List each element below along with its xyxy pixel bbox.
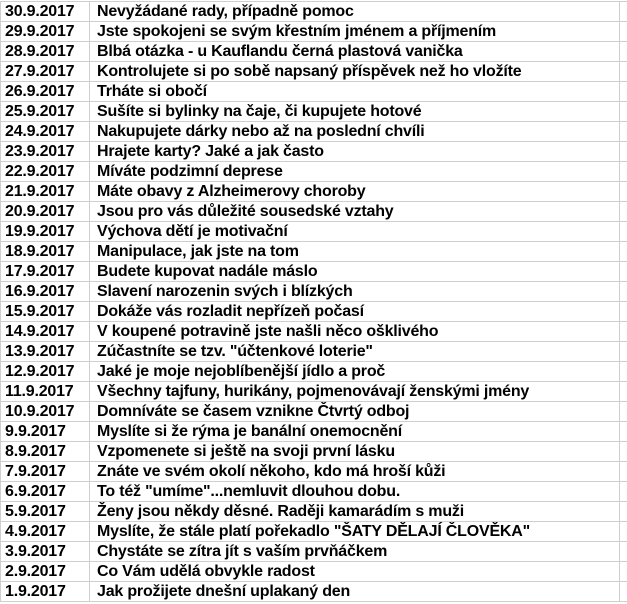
- question-cell[interactable]: Jsou pro vás důležité sousedské vztahy: [90, 202, 620, 222]
- empty-cell[interactable]: [620, 482, 627, 502]
- question-cell[interactable]: Všechny tajfuny, hurikány, pojmenovávají ženskými jmény: [90, 382, 620, 402]
- question-cell[interactable]: Sušíte si bylinky na čaje, či kupujete hotové: [90, 102, 620, 122]
- date-cell[interactable]: 1.9.2017: [1, 582, 90, 602]
- date-cell[interactable]: 8.9.2017: [1, 442, 90, 462]
- question-cell[interactable]: Znáte ve svém okolí někoho, kdo má hroší kůži: [90, 462, 620, 482]
- table-row: [1, 542, 627, 562]
- table-row: [1, 282, 627, 302]
- empty-cell[interactable]: [620, 302, 627, 322]
- empty-cell[interactable]: [620, 562, 627, 582]
- table-row: [1, 122, 627, 142]
- table-row: [1, 22, 627, 42]
- question-cell[interactable]: Dokáže vás rozladit nepřízeň počasí: [90, 302, 620, 322]
- question-cell[interactable]: Jaké je moje nejoblíbenější jídlo a proč: [90, 362, 620, 382]
- empty-cell[interactable]: [620, 542, 627, 562]
- date-cell[interactable]: 25.9.2017: [1, 102, 90, 122]
- table-row: [1, 342, 627, 362]
- table-row: [1, 242, 627, 262]
- date-cell[interactable]: 17.9.2017: [1, 262, 90, 282]
- question-cell[interactable]: Myslíte, že stále platí pořekadlo "ŠATY DĚLAJÍ ČLOVĚKA": [90, 522, 620, 542]
- date-cell[interactable]: 20.9.2017: [1, 202, 90, 222]
- empty-cell[interactable]: [620, 402, 627, 422]
- question-cell[interactable]: Jak prožijete dnešní uplakaný den: [90, 582, 620, 602]
- table-row: [1, 582, 627, 602]
- table-row: [1, 302, 627, 322]
- date-cell[interactable]: 7.9.2017: [1, 462, 90, 482]
- date-cell[interactable]: 13.9.2017: [1, 342, 90, 362]
- empty-cell[interactable]: [620, 222, 627, 242]
- table-row: [1, 522, 627, 542]
- date-cell[interactable]: 4.9.2017: [1, 522, 90, 542]
- date-cell[interactable]: 30.9.2017: [1, 2, 90, 22]
- empty-cell[interactable]: [620, 342, 627, 362]
- empty-cell[interactable]: [620, 502, 627, 522]
- date-cell[interactable]: 29.9.2017: [1, 22, 90, 42]
- empty-cell[interactable]: [620, 142, 627, 162]
- empty-cell[interactable]: [620, 282, 627, 302]
- date-cell[interactable]: 9.9.2017: [1, 422, 90, 442]
- empty-cell[interactable]: [620, 362, 627, 382]
- question-cell[interactable]: Blbá otázka - u Kauflandu černá plastová vanička: [90, 42, 620, 62]
- empty-cell[interactable]: [620, 182, 627, 202]
- table-row: [1, 102, 627, 122]
- empty-cell[interactable]: [620, 122, 627, 142]
- table-row: [1, 182, 627, 202]
- empty-cell[interactable]: [620, 102, 627, 122]
- table-row: [1, 382, 627, 402]
- date-cell[interactable]: 18.9.2017: [1, 242, 90, 262]
- empty-cell[interactable]: [620, 42, 627, 62]
- question-cell[interactable]: Míváte podzimní deprese: [90, 162, 620, 182]
- empty-cell[interactable]: [620, 262, 627, 282]
- date-cell[interactable]: 27.9.2017: [1, 62, 90, 82]
- date-cell[interactable]: 12.9.2017: [1, 362, 90, 382]
- empty-cell[interactable]: [620, 162, 627, 182]
- empty-cell[interactable]: [620, 522, 627, 542]
- date-cell[interactable]: 14.9.2017: [1, 322, 90, 342]
- empty-cell[interactable]: [620, 82, 627, 102]
- table-row: [1, 322, 627, 342]
- empty-cell[interactable]: [620, 22, 627, 42]
- spreadsheet-grid: [0, 1, 627, 602]
- question-cell[interactable]: Máte obavy z Alzheimerovy choroby: [90, 182, 620, 202]
- table-row: [1, 82, 627, 102]
- date-cell[interactable]: 15.9.2017: [1, 302, 90, 322]
- date-cell[interactable]: 2.9.2017: [1, 562, 90, 582]
- table-row: [1, 162, 627, 182]
- question-cell[interactable]: Kontrolujete si po sobě napsaný příspěvek než ho vložíte: [90, 62, 620, 82]
- question-cell[interactable]: V koupené potravině jste našli něco ošklivého: [90, 322, 620, 342]
- question-cell[interactable]: Trháte si obočí: [90, 82, 620, 102]
- table-row: [1, 562, 627, 582]
- empty-cell[interactable]: [620, 2, 627, 22]
- question-cell[interactable]: Výchova dětí je motivační: [90, 222, 620, 242]
- table-row: [1, 142, 627, 162]
- question-cell[interactable]: Nevyžádané rady, případně pomoc: [90, 2, 620, 22]
- question-cell[interactable]: Chystáte se zítra jít s vaším prvňáčkem: [90, 542, 620, 562]
- question-cell[interactable]: Domníváte se časem vznikne Čtvrtý odboj: [90, 402, 620, 422]
- table-row: [1, 482, 627, 502]
- question-cell[interactable]: Slavení narozenin svých i blízkých: [90, 282, 620, 302]
- empty-cell[interactable]: [620, 442, 627, 462]
- table-row: [1, 222, 627, 242]
- date-cell[interactable]: 3.9.2017: [1, 542, 90, 562]
- date-cell[interactable]: 19.9.2017: [1, 222, 90, 242]
- table-row: [1, 362, 627, 382]
- question-cell[interactable]: Budete kupovat nadále máslo: [90, 262, 620, 282]
- empty-cell[interactable]: [620, 322, 627, 342]
- empty-cell[interactable]: [620, 62, 627, 82]
- question-cell[interactable]: To též "umíme"...nemluvit dlouhou dobu.: [90, 482, 620, 502]
- table-row: [1, 502, 627, 522]
- date-cell[interactable]: 24.9.2017: [1, 122, 90, 142]
- table-row: [1, 422, 627, 442]
- empty-cell[interactable]: [620, 582, 627, 602]
- empty-cell[interactable]: [620, 202, 627, 222]
- date-cell[interactable]: 10.9.2017: [1, 402, 90, 422]
- empty-cell[interactable]: [620, 382, 627, 402]
- question-cell[interactable]: Myslíte si že rýma je banální onemocnění: [90, 422, 620, 442]
- question-cell[interactable]: Zúčastníte se tzv. "účtenkové loterie": [90, 342, 620, 362]
- table-row: [1, 2, 627, 22]
- table-row: [1, 262, 627, 282]
- table-row: [1, 42, 627, 62]
- table-row: [1, 402, 627, 422]
- date-cell[interactable]: 28.9.2017: [1, 42, 90, 62]
- question-cell[interactable]: Hrajete karty? Jaké a jak často: [90, 142, 620, 162]
- table-row: [1, 62, 627, 82]
- date-cell[interactable]: 21.9.2017: [1, 182, 90, 202]
- question-cell[interactable]: Vzpomenete si ještě na svoji první lásku: [90, 442, 620, 462]
- empty-cell[interactable]: [620, 462, 627, 482]
- date-cell[interactable]: 6.9.2017: [1, 482, 90, 502]
- question-cell[interactable]: Jste spokojeni se svým křestním jménem a příjmením: [90, 22, 620, 42]
- date-cell[interactable]: 23.9.2017: [1, 142, 90, 162]
- date-cell[interactable]: 16.9.2017: [1, 282, 90, 302]
- empty-cell[interactable]: [620, 422, 627, 442]
- date-cell[interactable]: 11.9.2017: [1, 382, 90, 402]
- date-cell[interactable]: 22.9.2017: [1, 162, 90, 182]
- table-row: [1, 202, 627, 222]
- table-row: [1, 462, 627, 482]
- date-cell[interactable]: 5.9.2017: [1, 502, 90, 522]
- table-row: [1, 442, 627, 462]
- empty-cell[interactable]: [620, 242, 627, 262]
- question-cell[interactable]: Ženy jsou někdy děsné. Raději kamarádím s muži: [90, 502, 620, 522]
- question-cell[interactable]: Nakupujete dárky nebo až na poslední chvíli: [90, 122, 620, 142]
- question-cell[interactable]: Manipulace, jak jste na tom: [90, 242, 620, 262]
- question-cell[interactable]: Co Vám udělá obvykle radost: [90, 562, 620, 582]
- date-cell[interactable]: 26.9.2017: [1, 82, 90, 102]
